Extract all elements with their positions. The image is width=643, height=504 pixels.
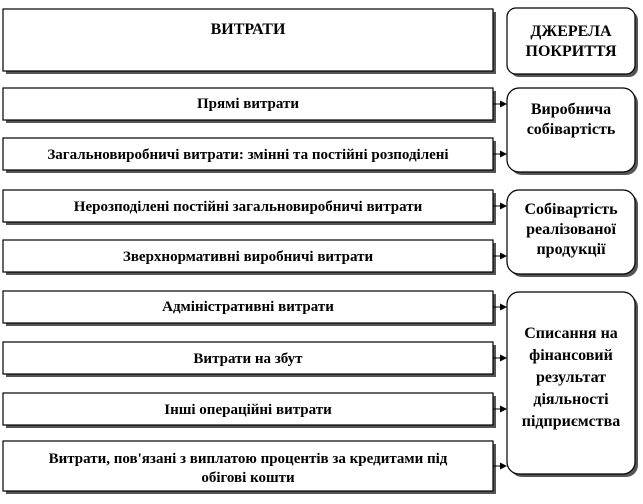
source-label-line1: Собівартість bbox=[524, 201, 618, 218]
source-label-line2: фінансовий bbox=[529, 347, 613, 364]
cost-label: Адміністративні витрати bbox=[162, 299, 334, 315]
source-cost-of-goods-sold bbox=[507, 190, 638, 277]
source-label-line1: Виробнича bbox=[530, 101, 612, 118]
source-label-line1: Списання на bbox=[524, 325, 618, 342]
cost-label-line2: обігові кошти bbox=[201, 470, 295, 486]
cost-item-other-operating bbox=[3, 393, 496, 428]
cost-label: Витрати на збут bbox=[193, 351, 303, 367]
cost-label: Інші операційні витрати bbox=[164, 402, 332, 418]
cost-label: Нерозподілені постійні загальновиробничі витрати bbox=[73, 199, 423, 215]
source-label-line5: підприємства bbox=[521, 413, 621, 430]
cost-label-line1: Витрати, пов'язані з виплатою процентів за кредитами під bbox=[48, 451, 448, 467]
cost-label: Загальновиробничі витрати: змінні та постійні розподілені bbox=[47, 147, 449, 163]
cost-item-general-production bbox=[3, 138, 496, 173]
source-financial-result bbox=[507, 292, 638, 477]
cost-item-unallocated-fixed bbox=[3, 190, 496, 225]
source-label-line2: реалізованої bbox=[526, 221, 616, 238]
source-label-line2: собівартість bbox=[526, 121, 616, 138]
cost-item-interest bbox=[3, 441, 496, 494]
cost-label: Прямі витрати bbox=[196, 96, 300, 112]
sources-title-box bbox=[507, 8, 638, 77]
source-production-cost bbox=[507, 88, 638, 175]
costs-title-box bbox=[3, 9, 496, 74]
cost-item-direct bbox=[3, 88, 496, 123]
source-label-line4: діяльності bbox=[533, 391, 609, 408]
source-label-line3: продукції bbox=[536, 241, 606, 258]
source-label-line3: результат bbox=[535, 369, 607, 386]
costs-title: ВИТРАТИ bbox=[210, 21, 286, 38]
cost-item-sales bbox=[3, 342, 496, 377]
sources-title-line1: ДЖЕРЕЛА bbox=[530, 23, 612, 40]
sources-title-line2: ПОКРИТТЯ bbox=[525, 43, 617, 60]
cost-label: Зверхнормативні виробничі витрати bbox=[122, 249, 374, 265]
cost-item-above-norm bbox=[3, 240, 496, 275]
cost-item-administrative bbox=[3, 291, 496, 326]
